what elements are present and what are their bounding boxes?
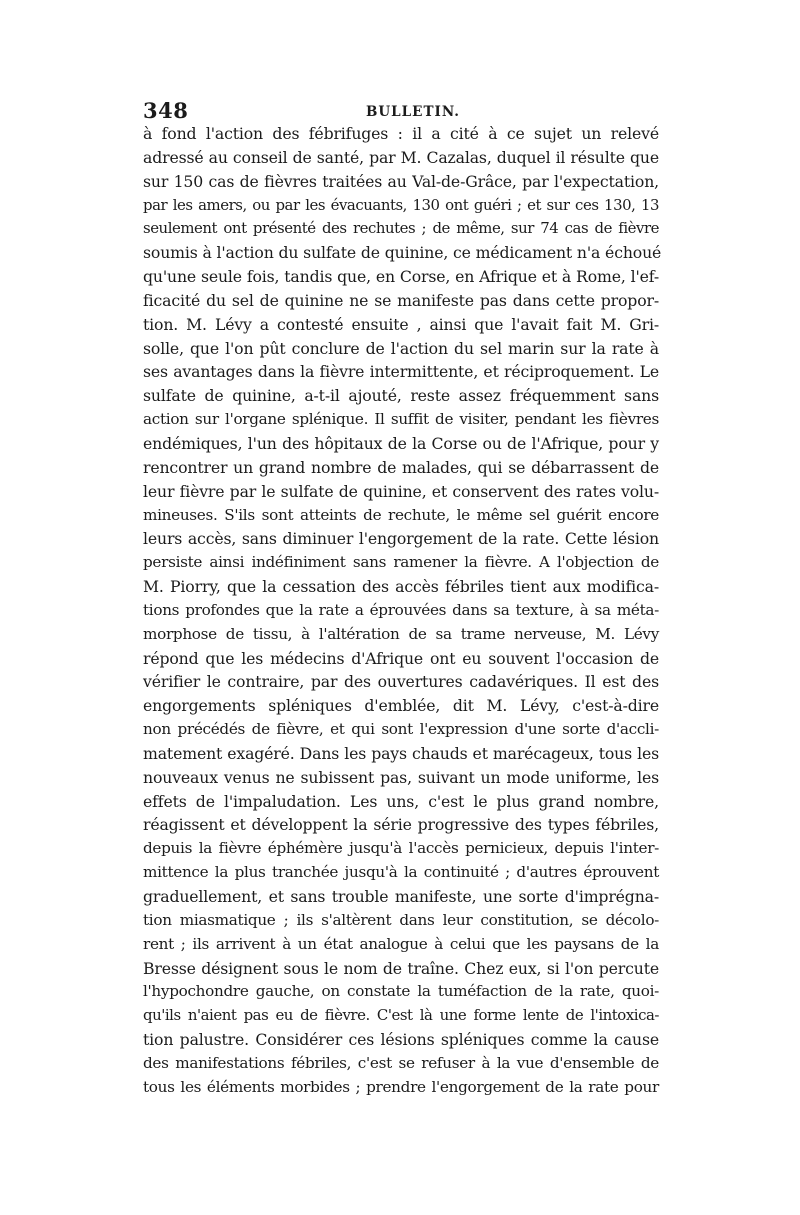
text-line: tion palustre. Considérer ces lésions spléniques comme la cause <box>143 1030 659 1050</box>
text-line: qu'une seule fois, tandis que, en Corse, en Afrique et à Rome, l'ef- <box>143 267 659 287</box>
running-head <box>143 88 659 122</box>
text-line: morphose de tissu, à l'altération de sa trame nerveuse, M. Lévy <box>143 624 659 643</box>
body-text <box>143 122 662 1100</box>
text-line: rencontrer un grand nombre de malades, qui se débarrassent de <box>143 457 659 477</box>
text-line: endémiques, l'un des hôpitaux de la Corse ou de l'Afrique, pour y <box>143 433 659 453</box>
text-line: depuis la fièvre éphémère jusqu'à l'accès pernicieux, depuis l'inter- <box>143 839 659 858</box>
text-line: rent ; ils arrivent à un état analogue à celui que les paysans de la <box>143 934 659 953</box>
text-line: leur fièvre par le sulfate de quinine, et conservent des rates volu- <box>143 481 659 501</box>
book-page <box>143 88 662 1100</box>
text-line: engorgements spléniques d'emblée, dit M. Lévy, c'est-à-dire <box>143 696 659 716</box>
text-line: ses avantages dans la fièvre intermittente, et réciproquement. Le <box>143 362 659 382</box>
text-line: tion. M. Lévy a contesté ensuite , ainsi que l'avait fait M. Gri- <box>143 314 659 334</box>
text-line: adressé au conseil de santé, par M. Cazalas, duquel il résulte que <box>143 147 659 167</box>
text-line: non précédés de fièvre, et qui sont l'expression d'une sorte d'accli- <box>143 720 659 739</box>
text-line: qu'ils n'aient pas eu de fièvre. C'est là une forme lente de l'intoxica- <box>143 1006 659 1025</box>
text-line: action sur l'organe splénique. Il suffit de visiter, pendant les fièvres <box>143 410 659 429</box>
text-line: vérifier le contraire, par des ouvertures cadavériques. Il est des <box>143 672 659 692</box>
text-line: mineuses. S'ils sont atteints de rechute, le même sel guérit encore <box>143 505 659 524</box>
text-line: graduellement, et sans trouble manifeste, une sorte d'imprégna- <box>143 887 659 906</box>
text-line: solle, que l'on pût conclure de l'action du sel marin sur la rate à <box>143 338 659 358</box>
text-line: leurs accès, sans diminuer l'engorgement de la rate. Cette lésion <box>143 529 659 549</box>
page-number: 348 <box>143 98 189 123</box>
text-line: sur 150 cas de fièvres traitées au Val-de-Grâce, par l'expectation, <box>143 171 659 191</box>
text-line: par les amers, ou par les évacuants, 130 ont guéri ; et sur ces 130, 13 <box>143 195 659 214</box>
running-title: BULLETIN. <box>366 104 460 120</box>
text-line: Bresse désignent sous le nom de traîne. Chez eux, si l'on percute <box>143 958 659 978</box>
text-line: matement exagéré. Dans les pays chauds et marécageux, tous les <box>143 743 659 763</box>
text-line: soumis à l'action du sulfate de quinine, ce médicament n'a échoué <box>143 243 662 263</box>
text-line: persiste ainsi indéfiniment sans ramener la fièvre. A l'objection de <box>143 553 659 572</box>
text-line: tous les éléments morbides ; prendre l'engorgement de la rate pour <box>143 1077 659 1096</box>
text-line: tion miasmatique ; ils s'altèrent dans leur constitution, se décolo- <box>143 910 659 929</box>
text-line: l'hypochondre gauche, on constate la tuméfaction de la rate, quoi- <box>143 982 659 1001</box>
text-line: mittence la plus tranchée jusqu'à la continuité ; d'autres éprouvent <box>143 863 659 882</box>
text-line: à fond l'action des fébrifuges : il a cité à ce sujet un relevé <box>143 124 659 143</box>
text-line: des manifestations fébriles, c'est se refuser à la vue d'ensemble de <box>143 1053 659 1072</box>
text-line: nouveaux venus ne subissent pas, suivant un mode uniforme, les <box>143 767 659 787</box>
text-line: tions profondes que la rate a éprouvées dans sa texture, à sa méta- <box>143 600 659 619</box>
text-line: répond que les médecins d'Afrique ont eu souvent l'occasion de <box>143 648 659 668</box>
text-line: ficacité du sel de quinine ne se manifeste pas dans cette propor- <box>143 290 659 310</box>
text-line: réagissent et développent la série progressive des types fébriles, <box>143 815 659 835</box>
text-line: seulement ont présenté des rechutes ; de même, sur 74 cas de fièvre <box>143 219 659 238</box>
text-line: M. Piorry, que la cessation des accès fébriles tient aux modifica- <box>143 577 659 597</box>
text-line: sulfate de quinine, a-t-il ajouté, reste assez fréquemment sans <box>143 386 659 406</box>
text-line: effets de l'impaludation. Les uns, c'est le plus grand nombre, <box>143 791 659 811</box>
